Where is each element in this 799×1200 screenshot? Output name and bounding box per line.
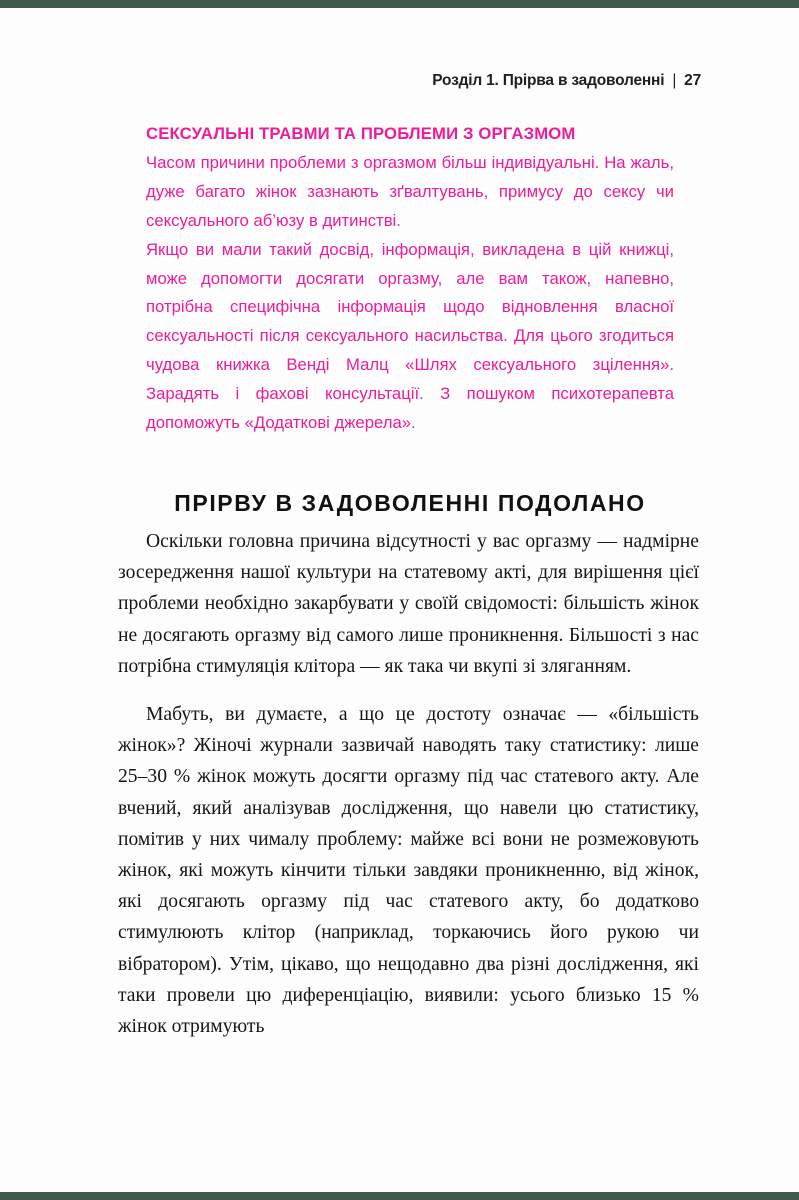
sidebar-paragraph: Якщо ви мали такий досвід, інформація, викладена в цій книжці, може допомогти досягати оргазму, але вам також, напевно, потрібна специфічна інформація щодо відновлення власної сексуальності після сексуального насильства. Для цього згодиться чудова книжка Венді Малц «Шлях сексуального зцілення». Зарадять і фахові консультації. З пошуком психотерапевта допоможуть «Додаткові джерела».	[146, 239, 674, 433]
bottom-frame-bar	[0, 1192, 799, 1200]
body-paragraph: Мабуть, ви думаєте, а що це достоту означає — «більшість жінок»? Жіночі журнали зазвичай наводять таку статистику: лише 25–30 % жінок можуть досягти оргазму під час статевого акту. Але вчений, який аналізував дослідження, що навели цю статистику, помітив у них чималу проблему: майже всі вони не розмежовують жінок, які можуть кінчити тільки завдяки проникненню, від жінок, які досягають оргазму під час статевого акту, бо додатково стимулюють клітор (наприклад, торкаючись його рукою чи вібратором). Утім, цікаво, що нещодавно два різні дослідження, які таки провели цю диференціацію, виявили: усього близько 15 % жінок отримують	[118, 704, 699, 1038]
section-heading: ПРІРВУ В ЗАДОВОЛЕННІ ПОДОЛАНО	[174, 490, 646, 516]
chapter-title: Розділ 1. Прірва в задоволенні	[432, 72, 665, 89]
sidebar-box	[146, 120, 674, 438]
header-separator: |	[672, 72, 677, 89]
sidebar-title: СЕКСУАЛЬНІ ТРАВМИ ТА ПРОБЛЕМИ З ОРГАЗМОМ	[146, 124, 576, 143]
body-text	[118, 526, 699, 1042]
running-head	[432, 72, 701, 90]
sidebar-paragraph: Часом причини проблеми з оргазмом більш індивідуальні. На жаль, дуже багато жінок зазнають зґвалтувань, примусу до сексу чи сексуального аб’юзу в дитинстві.	[146, 152, 674, 230]
top-frame-bar	[0, 0, 799, 8]
body-paragraph: Оскільки головна причина відсутності у вас оргазму — надмірне зосередження нашої культури на статевому акті, для вирішення цієї проблеми необхідно закарбувати у своїй свідомості: більшість жінок не досягають оргазму від самого лише проникнення. Більшості з нас потрібна стимуляція клітора — як така чи вкупі зі зляганням.	[118, 531, 699, 677]
book-page	[0, 8, 799, 1192]
page-number: 27	[684, 72, 701, 89]
